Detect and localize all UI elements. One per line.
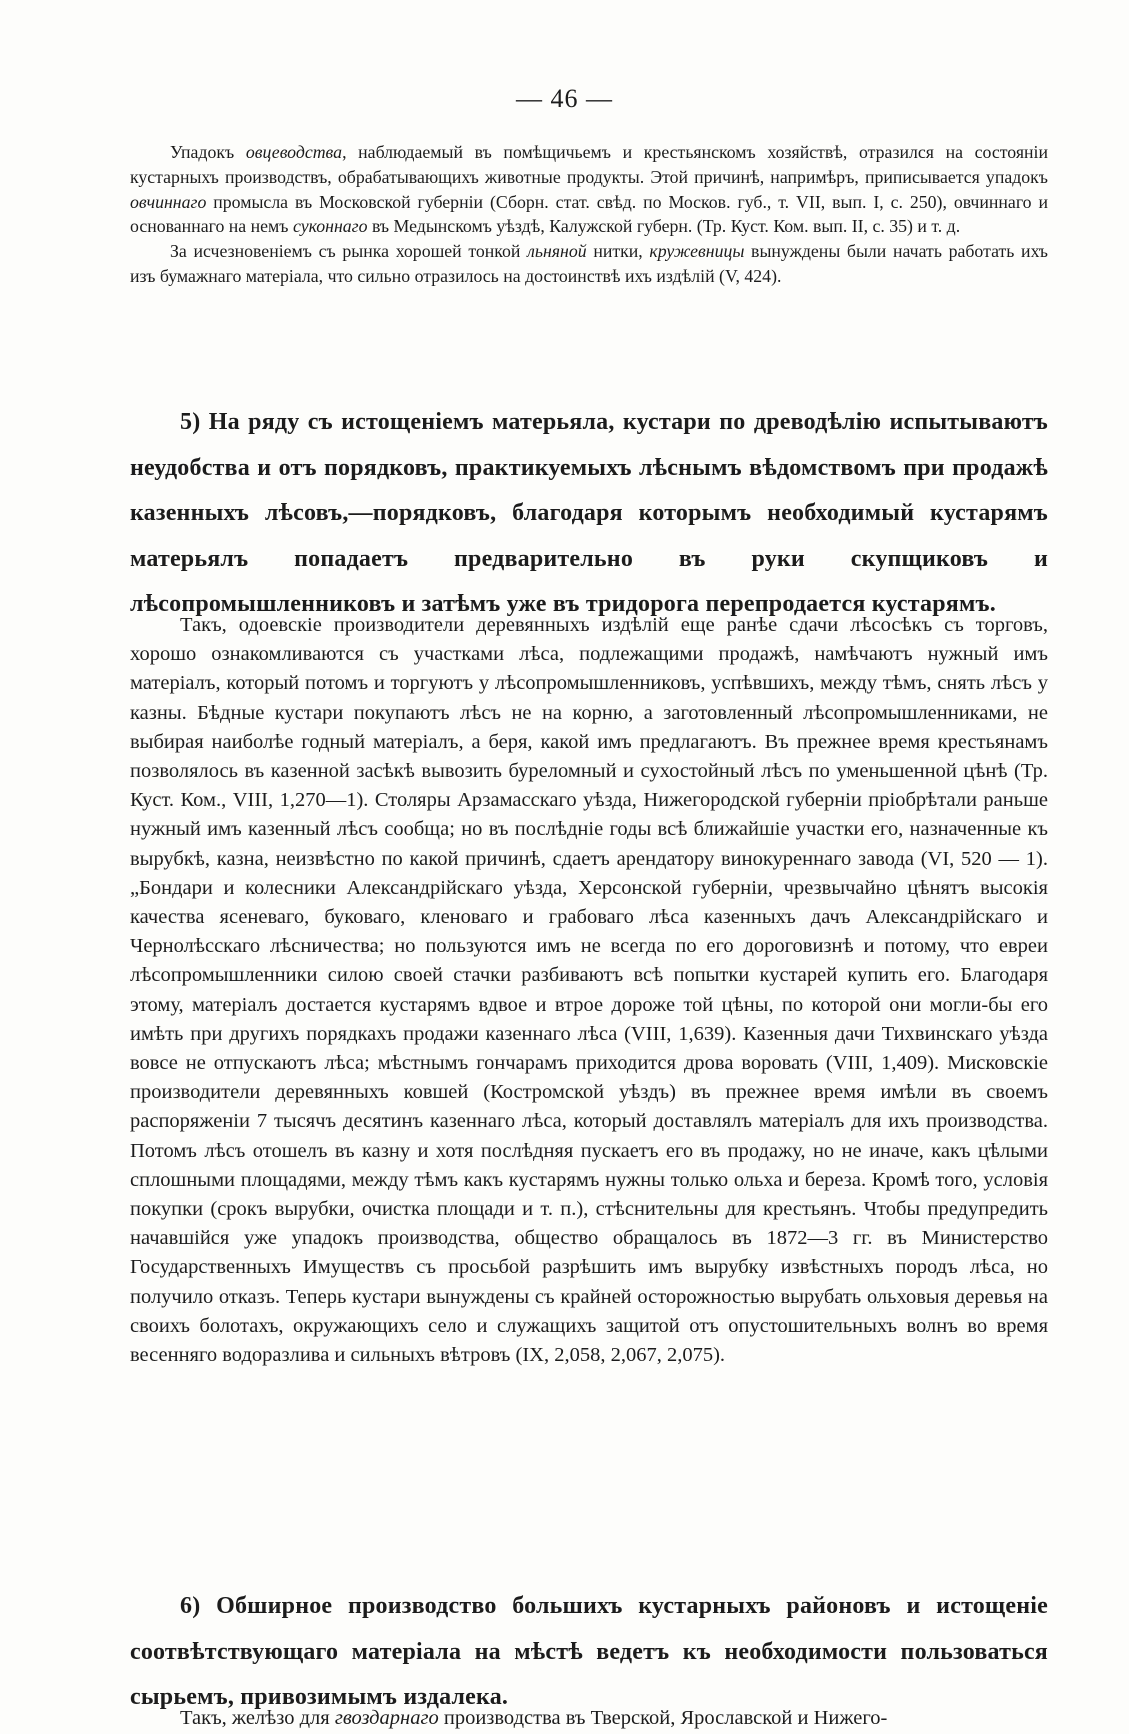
text-run: въ Медынскомъ уѣздѣ, Калужской губерн. (Тр. Куст. Ком. вып. II, с. 35) и т. д. (367, 216, 961, 237)
section-6 (130, 1584, 1048, 1721)
section-5 (130, 400, 1048, 628)
text-run: Упадокъ (170, 142, 246, 162)
text-run: вынуждены были начать работать ихъ изъ бумажнаго матеріала, что сильно отразилось на достоинствѣ ихъ издѣлій (V, 424). (130, 241, 1048, 286)
italic-term: гвоздарнаго (334, 1707, 439, 1729)
paragraph-iron-nails (130, 1704, 1048, 1733)
page-number: — 46 — (516, 84, 613, 113)
text-run: Такъ, желѣзо для (180, 1707, 335, 1729)
italic-term: льняной (527, 241, 587, 262)
text-run: За исчезновеніемъ съ рынка хорошей тонкой (170, 241, 528, 262)
text-run: производства въ Тверской, Ярославской и Нижего- (438, 1707, 888, 1729)
text-run: промысла въ Московской губерніи (Сборн. стат. свѣд. по Москов. губ., т. VII, вып. I, с. 250), овчиннаго и основаннаго на немъ (130, 191, 1048, 237)
intro-section (130, 140, 1048, 289)
section-5-body (130, 611, 1048, 1370)
italic-term: овчиннаго (130, 191, 207, 212)
paragraph-sheep-farming (130, 140, 1048, 239)
italic-term: овцеводства (245, 142, 343, 162)
italic-term: суконнаго (292, 216, 368, 237)
text-run: нитки, (586, 241, 650, 262)
section-6-body (130, 1704, 1048, 1733)
section-5-heading: 5) На ряду съ истощеніемъ матерьяла, кустари по древодѣлію испытываютъ неудобства и отъ порядковъ, практикуемыхъ лѣснымъ вѣдомствомъ при продажѣ казенныхъ лѣсовъ,—порядковъ, благодаря которымъ необходимый кустарямъ матерьялъ попадаетъ предварительно въ руки скупщиковъ и лѣсопромышленниковъ и затѣмъ уже въ тридорога перепродается кустарямъ. (130, 409, 1048, 617)
section-6-heading: 6) Обширное производство большихъ кустарныхъ районовъ и истощеніе соотвѣтствующаго матеріала на мѣстѣ ведетъ къ необходимости пользоваться сырьемъ, привозимымъ издалека. (130, 1593, 1048, 1710)
paragraph-forest-examples: Такъ, одоевскіе производители деревянныхъ издѣлій еще ранѣе сдачи лѣсосѣкъ съ торговъ, хорошо ознакомливаются съ участками лѣса, подлежащими продажѣ, намѣчаютъ нужный имъ матеріалъ, который потомъ и торгуютъ у лѣсопромышленниковъ, успѣвшихъ, между тѣмъ, снять лѣсъ у казны. Бѣдные кустари покупаютъ лѣсъ не на корню, а заготовленный лѣсопромышленниками, не выбирая наиболѣе годный матеріалъ, а беря, какой имъ предлагаютъ. Въ прежнее время крестьянамъ позволялось въ казенной засѣкѣ вывозить буреломный и сухостойный лѣсъ по уменьшенной цѣнѣ (Тр. Куст. Ком., VIII, 1,270—1). Столяры Арзамасскаго уѣзда, Нижегородской губерніи пріобрѣтали раньше нужный имъ казенный лѣсъ сообща; но въ послѣдніе годы всѣ ближайшіе участки его, назначенные къ вырубкѣ, казна, неизвѣстно по какой причинѣ, сдаетъ арендатору винокуреннаго завода (VI, 520 — 1). „Бондари и колесники Александрійскаго уѣзда, Херсонской губерніи, чрезвычайно цѣнятъ высокія качества ясеневаго, буковаго, кленоваго и грабоваго лѣса казенныхъ дачъ Александрійскаго и Чернолѣсскаго лѣсничества; но пользуются имъ не всегда по его дороговизнѣ и потому, что евреи лѣсопромышленники силою своей стачки разбиваютъ всѣ попытки кустарей купить его. Благодаря этому, матеріалъ достается кустарямъ вдвое и втрое дороже той цѣны, по которой они могли-бы его имѣть при другихъ порядкахъ продажи казеннаго лѣса (VIII, 1,639). Казенныя дачи Тихвинскаго уѣзда вовсе не отпускаютъ лѣса; мѣстнымъ гончарамъ приходится дрова воровать (VIII, 1,409). Мисковскіе производители деревянныхъ ковшей (Костромской уѣздъ) въ прежнее время имѣли въ своемъ распоряженіи 7 тысячъ десятинъ казеннаго лѣса, который доставлялъ матеріалъ для ихъ производства. Потомъ лѣсъ отошелъ въ казну и хотя послѣдняя пускаетъ его въ продажу, но не иначе, какъ цѣлыми сплошными площадями, между тѣмъ какъ кустарямъ нужны только ольха и береза. Кромѣ того, условія покупки (срокъ вырубки, очистка площади и т. п.), стѣснительны для крестьянъ. Чтобы предупредить начавшійся уже упадокъ производства, общество обращалось въ 1872—3 гг. въ Министерство Государственныхъ Имуществъ съ просьбой разрѣшить имъ вырубку извѣстныхъ породъ лѣса, но получило отказъ. Теперь кустари вынуждены съ крайней осторожностью вырубать ольховыя деревья на своихъ болотахъ, окружающихъ село и служащихъ защитой отъ опустошительныхъ волнъ во время весенняго водоразлива и сильныхъ вѣтровъ (IX, 2,058, 2,067, 2,075). (130, 614, 1048, 1367)
paragraph-lace-makers (130, 239, 1048, 289)
text-run: , наблюдаемый въ помѣщичьемъ и крестьянскомъ хозяйствѣ, отразился на состояніи кустарныхъ производствъ, обрабатывающихъ животные продукты. Этой причинѣ, напримѣръ, приписывается упадокъ (130, 142, 1048, 187)
italic-term: кружевницы (649, 241, 745, 262)
